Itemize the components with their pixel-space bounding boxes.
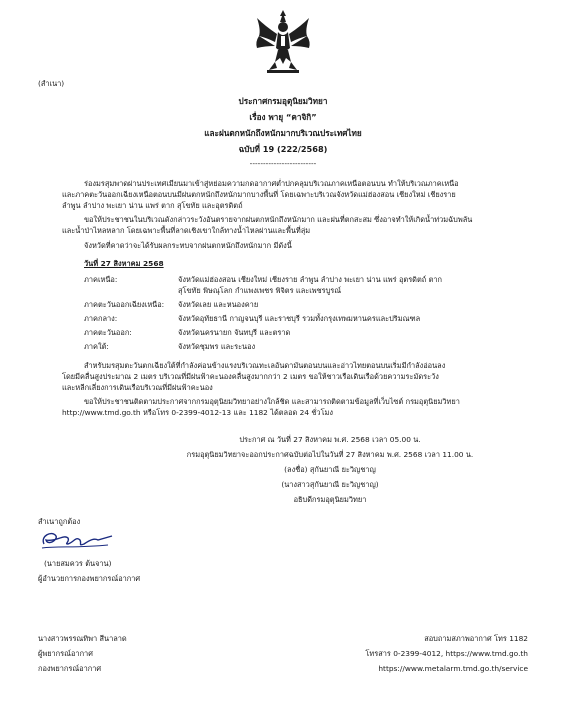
region-provinces: จังหวัดอุทัยธานี กาญจนบุรี และราชบุรี รวมทั้งกรุงเทพมหานครและปริมณฑล (178, 314, 421, 323)
title-rule: ------------------------- (249, 159, 317, 168)
signed-line: (ลงชื่อ) สุกันยาณี ยะวิญชาญ (284, 465, 376, 474)
footer-author-line: นางสาวพรรณทิพา สีนาลาด (38, 634, 127, 643)
paragraph-monsoon (62, 360, 522, 393)
issued-at: ประกาศ ณ วันที่ 27 สิงหาคม พ.ศ. 2568 เวลา 05.00 น. (239, 435, 421, 444)
paragraph-affected-intro (62, 240, 522, 251)
paragraph-warning (62, 214, 522, 236)
footer-author-line: กองพยากรณ์อากาศ (38, 664, 102, 673)
footer-contact-line: https://www.metalarm.tmd.go.th/service (378, 664, 528, 673)
announcement-subject: เรื่อง พายุ “คาจิกิ” (249, 112, 317, 122)
regions-list (84, 274, 524, 352)
region-row-north (84, 274, 524, 296)
copy-mark: (สำเนา) (38, 79, 65, 88)
region-provinces: จังหวัดนครนายก จันทบุรี และตราด (178, 328, 291, 337)
certify-label: สำเนาถูกต้อง (38, 517, 81, 526)
region-provinces: สุโขทัย พิษณุโลก กำแพงเพชร พิจิตร และเพชรบูรณ์ (178, 286, 342, 295)
certifier-title: ผู้อำนวยการกองพยากรณ์อากาศ (38, 574, 141, 583)
region-label: ภาคตะวันออกเฉียงเหนือ: (84, 300, 165, 309)
region-row-east (84, 327, 524, 338)
paragraph-line: http://www.tmd.go.th หรือโทร 0-2399-4012-13 และ 1182 ได้ตลอด 24 ชั่วโมง (62, 408, 334, 417)
garuda-emblem (253, 8, 313, 78)
announcement-number: ฉบับที่ 19 (222/2568) (238, 144, 328, 154)
region-provinces: จังหวัดเลย และหนองคาย (178, 300, 259, 309)
paragraph-line: และหลีกเลี่ยงการเดินเรือบริเวณที่มีฝนฟ้าคะนอง (62, 383, 213, 392)
region-label: ภาคเหนือ: (84, 275, 118, 284)
announcement-subtitle: และฝนตกหนักถึงหนักมากบริเวณประเทศไทย (204, 128, 362, 138)
announcement-title: ประกาศกรมอุตุนิยมวิทยา (238, 96, 328, 106)
paragraph-situation (62, 178, 522, 211)
next-bulletin: กรมอุตุนิยมวิทยาจะออกประกาศฉบับต่อไปในวันที่ 27 สิงหาคม พ.ศ. 2568 เวลา 11.00 น. (186, 450, 474, 459)
region-provinces: จังหวัดแม่ฮ่องสอน เชียงใหม่ เชียงราย ลำพูน ลำปาง พะเยา น่าน แพร่ อุตรดิตถ์ ตาก (178, 275, 443, 284)
date-heading: วันที่ 27 สิงหาคม 2568 (84, 259, 164, 268)
footer-contact-line: สอบถามสภาพอากาศ โทร 1182 (424, 634, 528, 643)
paragraph-line: ลำพูน ลำปาง พะเยา น่าน แพร่ ตาก สุโขทัย และอุตรดิตถ์ (62, 201, 243, 210)
region-label: ภาคตะวันออก: (84, 328, 132, 337)
paragraph-follow-up (62, 396, 522, 418)
paragraph-line: ร่องมรสุมพาดผ่านประเทศเมียนมาเข้าสู่หย่อมความกดอากาศต่ำปกคลุมบริเวณภาคเหนือตอนบน ทำให้บริเวณภาคเหนือ (84, 179, 459, 188)
handwritten-signature (38, 526, 118, 554)
signer-title: อธิบดีกรมอุตุนิยมวิทยา (293, 495, 367, 504)
region-row-northeast (84, 299, 524, 310)
paragraph-line: ขอให้ประชาชนติดตามประกาศจากกรมอุตุนิยมวิทยาอย่างใกล้ชิด และสามารถติดตามข้อมูลที่เว็บไซต์ กรมอุตุนิยมวิทยา (84, 397, 460, 406)
footer-contact-line: โทรสาร 0-2399-4012, https://www.tmd.go.th (365, 649, 528, 658)
paragraph-line: และภาคตะวันออกเฉียงเหนือตอนบนมีฝนตกหนักถึงหนักมากบางพื้นที่ โดยเฉพาะบริเวณจังหวัดแม่ฮ่องสอน เชียงใหม่ เชียงราย (62, 190, 456, 199)
paragraph-line: ขอให้ประชาชนในบริเวณดังกล่าวระวังอันตรายจากฝนตกหนักถึงหนักมาก และฝนที่ตกสะสม ซึ่งอาจทำให้เกิดน้ำท่วมฉับพลัน (84, 215, 473, 224)
signer-name: (นางสาวสุกันยาณี ยะวิญชาญ) (281, 480, 379, 489)
paragraph-line: สำหรับมรสุมตะวันตกเฉียงใต้ที่กำลังค่อนข้างแรงบริเวณทะเลอันดามันตอนบนและอ่าวไทยตอนบนเริ่มมีกำลังอ่อนลง (84, 361, 446, 370)
paragraph-line: จังหวัดที่คาดว่าจะได้รับผลกระทบจากฝนตกหนักถึงหนักมาก มีดังนี้ (84, 241, 292, 250)
region-row-central (84, 313, 524, 324)
paragraph-line: และน้ำป่าไหลหลาก โดยเฉพาะพื้นที่ลาดเชิงเขาใกล้ทางน้ำไหลผ่านและพื้นที่ลุ่ม (62, 226, 311, 235)
region-label: ภาคใต้: (84, 342, 109, 351)
region-row-south (84, 341, 524, 352)
footer-contact (365, 633, 528, 674)
region-provinces: จังหวัดชุมพร และระนอง (178, 342, 256, 351)
footer-author (38, 633, 127, 674)
paragraph-line: โดยมีคลื่นสูงประมาณ 2 เมตร บริเวณที่มีฝนฟ้าคะนองคลื่นสูงมากกว่า 2 เมตร ขอให้ชาวเรือเดินเรือด้วยความระมัดระวัง (62, 372, 439, 381)
certifier-name: (นายสมควร ต้นจาน) (44, 559, 112, 568)
footer-author-line: ผู้พยากรณ์อากาศ (38, 649, 93, 658)
region-label: ภาคกลาง: (84, 314, 118, 323)
